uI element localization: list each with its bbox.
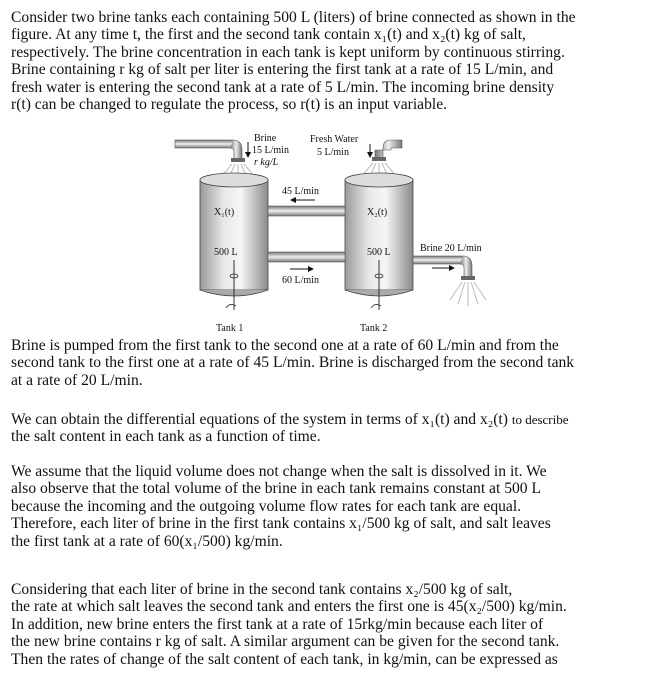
brine-tanks-figure: [170, 130, 500, 335]
text-line: Therefore, each liter of brine in the first tank contains x₁/500 kg of salt, and salt leaves: [11, 515, 551, 533]
text-line: respectively. The brine concentration in each tank is kept uniform by continuous stirring.: [11, 43, 565, 61]
text-line: r(t) can be changed to regulate the process, so r(t) is an input variable.: [11, 96, 448, 114]
tank-2-volume: 500 L: [367, 247, 391, 258]
text-line: the salt content in each tank as a function of time.: [11, 428, 321, 446]
inflow-arrow-icon: [245, 142, 251, 158]
text-span: We can obtain the differential equations of the system in terms of x₁(t) and x₂(t): [11, 411, 508, 428]
text-line: Considering that each liter of brine in the second tank contains x₂/500 kg of salt,: [11, 581, 513, 598]
tank-2-variable: X₂(t): [367, 207, 388, 218]
text-line: also observe that the total volume of the brine in each tank remains constant at 500 L: [11, 480, 542, 498]
text-line: Brine is pumped from the first tank to the second one at a rate of 60 L/min and from the: [11, 337, 559, 354]
brine-label: Brine: [254, 133, 277, 144]
volume-assumption-paragraph: [11, 463, 658, 550]
text-line: Then the rates of change of the salt content of each tank, in kg/min, can be expressed as: [11, 650, 558, 668]
text-line: Consider two brine tanks each containing 500 L (liters) of brine connected as shown in the: [11, 9, 576, 26]
left-arrow-icon: [290, 197, 315, 203]
tank-2: [345, 173, 413, 310]
tank-1: [200, 173, 268, 310]
flow-bottom-label: 60 L/min: [282, 275, 319, 286]
tank-1-volume: 500 L: [214, 247, 238, 258]
problem-intro-paragraph: [11, 9, 658, 113]
tank-1-variable: X₁(t): [214, 207, 235, 218]
text-line: at a rate of 20 L/min.: [11, 371, 143, 389]
tank-2-name: Tank 2: [360, 323, 388, 334]
rates-paragraph: [11, 581, 658, 668]
text-line: the new brine contains r kg of salt. A similar argument can be given for the second tank.: [11, 633, 560, 651]
text-line: figure. At any time t, the first and the second tank contain x₁(t) and x₂(t) kg of salt,: [11, 26, 526, 44]
text-line: the first tank at a rate of 60(x₁/500) kg/min.: [11, 532, 283, 550]
small-text-span: to describe: [511, 412, 569, 427]
text-line: second tank to the first one at a rate of 45 L/min. Brine is discharged from the second tank: [11, 354, 575, 372]
flow-top-label: 45 L/min: [282, 186, 319, 197]
text-line: Brine containing r kg of salt per liter is entering the first tank at a rate of 15 L/min, and: [11, 61, 554, 79]
differential-equations-paragraph: [11, 411, 658, 446]
tank-1-name: Tank 1: [216, 323, 244, 334]
discharge-pipe: [413, 256, 486, 306]
top-connecting-pipe: [268, 206, 345, 216]
fresh-water-rate-label: 5 L/min: [317, 147, 349, 158]
discharge-arrow-icon: [432, 265, 455, 271]
text-line: In addition, new brine enters the first tank at a rate of 15rkg/min because each liter of: [11, 615, 544, 633]
fresh-water-arrow-icon: [367, 144, 373, 158]
pumping-paragraph: [11, 337, 658, 389]
discharge-label: Brine 20 L/min: [420, 243, 482, 254]
text-line: We assume that the liquid volume does not change when the salt is dissolved in it. We: [11, 463, 547, 480]
brine-concentration-label: r kg/L: [254, 157, 279, 168]
text-line: the rate at which salt leaves the second tank and enters the first one is 45(x₂/500) kg/min.: [11, 598, 567, 616]
brine-rate-label: 15 L/min: [252, 145, 289, 156]
text-line: [11, 411, 658, 428]
right-arrow-icon: [290, 266, 314, 272]
text-line: because the incoming and the outgoing volume flow rates for each tank are equal.: [11, 497, 522, 515]
text-line: fresh water is entering the second tank at a rate of 5 L/min. The incoming brine density: [11, 78, 555, 96]
bottom-connecting-pipe: [268, 252, 345, 262]
fresh-water-label: Fresh Water: [310, 134, 359, 145]
